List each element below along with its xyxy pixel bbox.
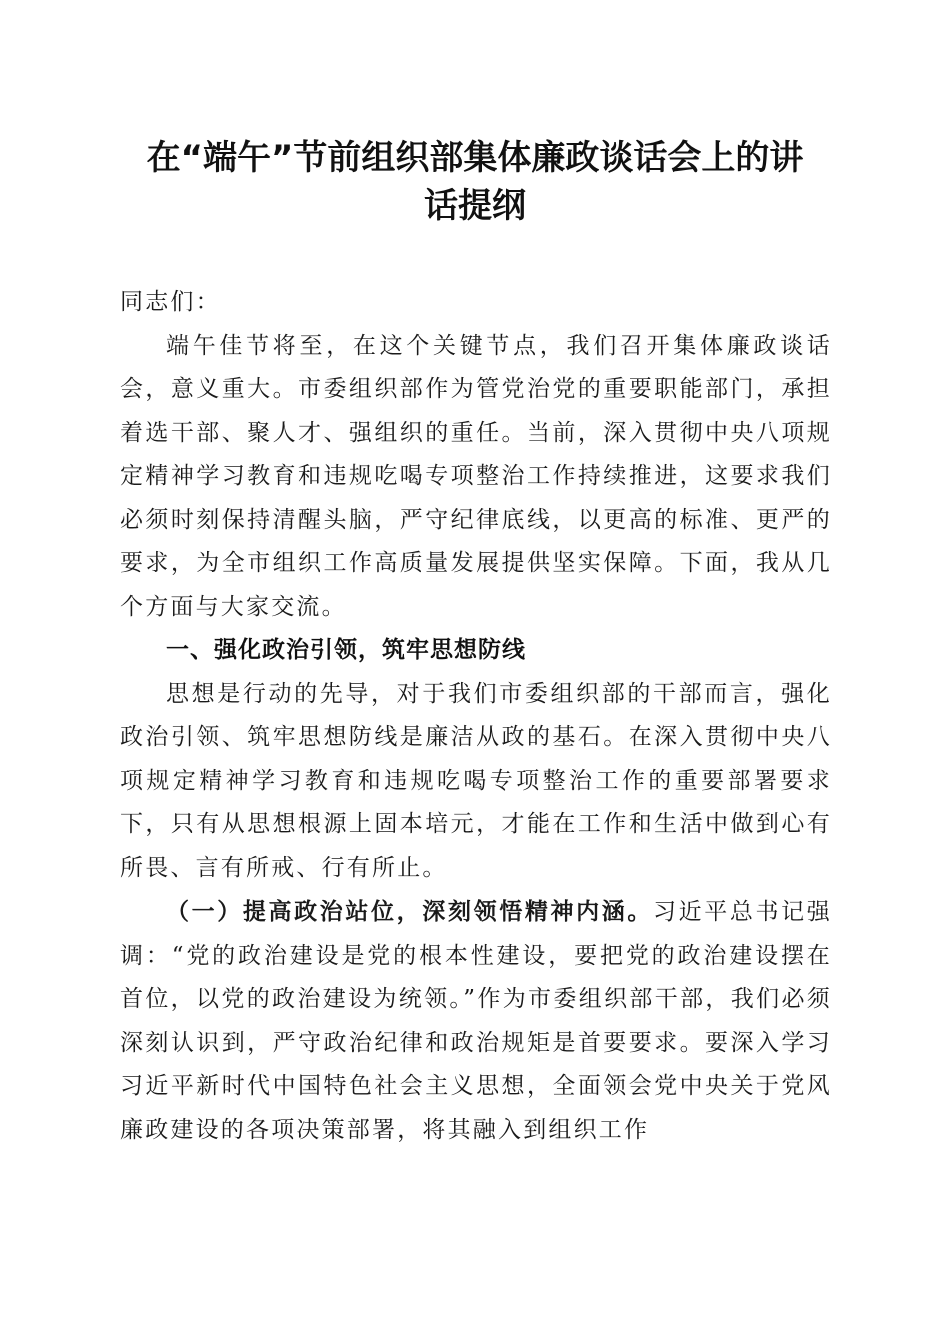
subsection-1-paragraph [120,890,832,1152]
title-line-2: 话提纲 [424,186,526,226]
section-1-paragraph: 思想是行动的先导，对于我们市委组织部的干部而言，强化政治引领、筑牢思想防线是廉洁从政的基石。在深入贯彻中央八项规定精神学习教育和违规吃喝专项整治工作的重要部署要求下，只有从思想根源上固本培元，才能在工作和生活中做到心有所畏、言有所戒、行有所止。 [120,680,832,881]
document-body [120,281,832,1152]
intro-paragraph: 端午佳节将至，在这个关键节点，我们召开集体廉政谈话会，意义重大。市委组织部作为管党治党的重要职能部门，承担着选干部、聚人才、强组织的重任。当前，深入贯彻中央八项规定精神学习教育和违规吃喝专项整治工作持续推进，这要求我们必须时刻保持清醒头脑，严守纪律底线，以更高的标准、更严的要求，为全市组织工作高质量发展提供坚实保障。下面，我从几个方面与大家交流。 [120,332,832,620]
section-1-heading: 一、强化政治引领，筑牢思想防线 [166,637,526,663]
salutation: 同志们： [120,289,221,315]
subsection-1-title: （一）提高政治站位，深刻领悟精神内涵。 [166,898,653,925]
subsection-1-text: 习近平总书记强调：“党的政治建设是党的根本性建设，要把党的政治建设摆在首位，以党的政治建设为统领。”作为市委组织部干部，我们必须深刻认识到，严守政治纪律和政治规矩是首要要求。要深入学习习近平新时代中国特色社会主义思想，全面领会党中央关于党风廉政建设的各项决策部署，将其融入到组织工作 [120,899,832,1143]
title-line-1: 在“端午”节前组织部集体廉政谈话会上的讲 [146,138,804,178]
page-title [110,134,840,230]
